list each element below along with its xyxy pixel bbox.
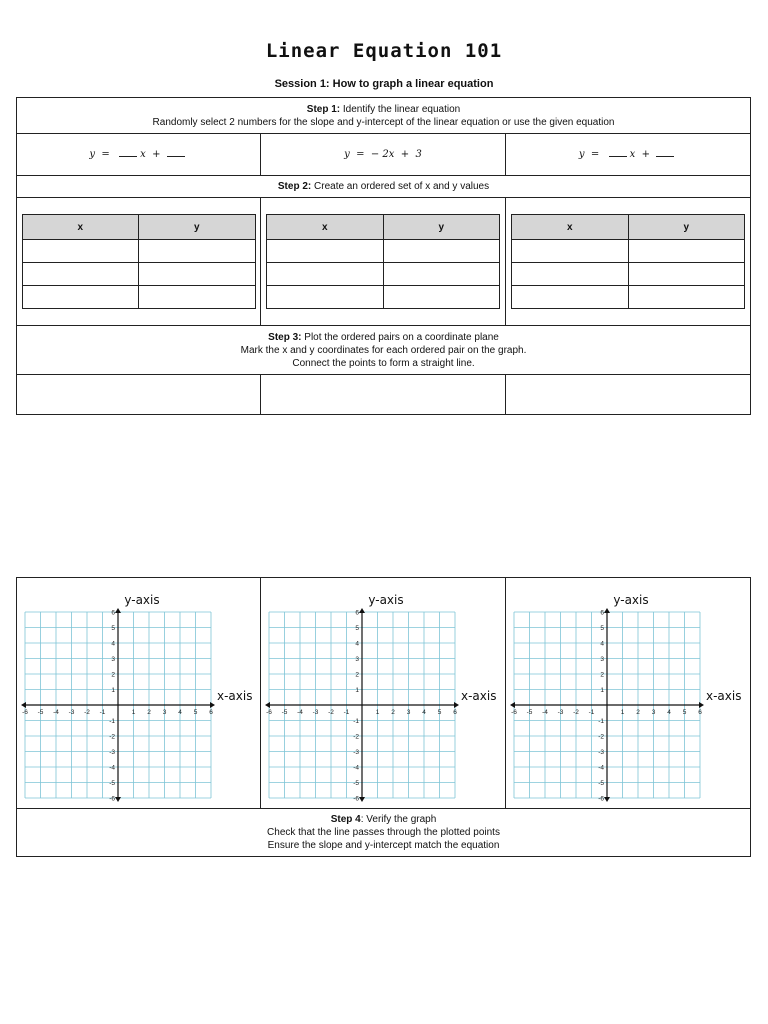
- y-tick-label: -4: [108, 764, 115, 772]
- y-tick-label: 6: [110, 609, 115, 617]
- x-tick-label: -5: [526, 709, 533, 716]
- x-tick-label: 1: [131, 709, 135, 716]
- coordinate-plane[interactable]: [263, 582, 503, 804]
- y-tick-label: -4: [353, 764, 359, 772]
- xy-input-cell[interactable]: [139, 263, 256, 286]
- x-tick-label: 5: [193, 709, 197, 716]
- xy-input-cell[interactable]: [512, 263, 629, 286]
- x-axis-label: x-axis: [461, 689, 497, 703]
- x-tick-label: -4: [542, 709, 548, 716]
- y-tick-label: 5: [600, 625, 604, 632]
- x-tick-label: -5: [281, 709, 288, 716]
- y-tick-label: 4: [600, 640, 604, 648]
- x-tick-label: -2: [83, 709, 90, 716]
- step1-instructions: [17, 98, 751, 134]
- xy-table: [266, 214, 500, 309]
- x-tick-label: -2: [328, 709, 334, 716]
- x-tick-label: 5: [437, 709, 442, 716]
- xy-input-cell[interactable]: [22, 240, 139, 263]
- y-tick-label: 4: [355, 640, 359, 648]
- equation-3: y = x +: [579, 149, 677, 160]
- step2-label: Step 2:: [277, 181, 312, 192]
- session-text: How to graph a linear equation: [332, 78, 494, 90]
- y-axis-label: y-axis: [368, 593, 404, 607]
- step3-line2: Mark the x and y coordinates for each ordered pair on the graph.: [240, 344, 527, 356]
- y-tick-label: -6: [108, 795, 115, 803]
- worksheet-table-bottom: [16, 577, 751, 857]
- col-x-header: x: [512, 215, 629, 240]
- y-tick-label: -3: [598, 749, 604, 756]
- x-tick-label: -6: [21, 709, 28, 716]
- xy-table-cell-2: [261, 198, 506, 326]
- col-y-header: y: [383, 215, 500, 240]
- x-tick-label: 1: [375, 709, 380, 716]
- x-tick-label: -3: [312, 709, 319, 716]
- y-tick-label: 1: [355, 687, 359, 694]
- arrow-up-icon: [604, 608, 610, 613]
- y-tick-label: 1: [110, 687, 115, 694]
- col-y-header: y: [628, 215, 745, 240]
- xy-input-cell[interactable]: [267, 263, 384, 286]
- step1-line2: Randomly select 2 numbers for the slope and y-intercept of the linear equation or use the given equation: [152, 116, 615, 128]
- arrow-down-icon: [359, 797, 365, 802]
- arrow-up-icon: [115, 608, 121, 613]
- x-tick-label: -1: [99, 709, 105, 716]
- step4-line3: Ensure the slope and y-intercept match the equation: [267, 840, 500, 851]
- x-tick-label: 2: [146, 709, 151, 716]
- slope-blank[interactable]: [609, 152, 627, 157]
- xy-table: [511, 214, 745, 309]
- x-tick-label: 4: [177, 709, 182, 716]
- step4-instructions: [17, 809, 751, 857]
- col-y-header: y: [139, 215, 256, 240]
- arrow-left-icon: [265, 702, 270, 708]
- x-tick-label: 5: [682, 709, 687, 716]
- col-x-header: x: [267, 215, 384, 240]
- session-label: Session 1:: [274, 78, 330, 90]
- y-tick-label: -4: [598, 764, 604, 772]
- xy-table-cell-1: [17, 198, 261, 326]
- x-axis-label: x-axis: [706, 689, 742, 703]
- graph-cell-1: [17, 578, 261, 809]
- y-tick-label: -6: [598, 795, 604, 803]
- y-tick-label: 3: [110, 656, 115, 663]
- step3-text: Plot the ordered pairs on a coordinate plane: [304, 331, 499, 343]
- arrow-left-icon: [510, 702, 515, 708]
- x-tick-label: 4: [667, 709, 671, 716]
- xy-input-cell[interactable]: [139, 240, 256, 263]
- xy-input-cell[interactable]: [267, 240, 384, 263]
- x-tick-label: -1: [343, 709, 350, 716]
- col-x-header: x: [22, 215, 139, 240]
- y-tick-label: 2: [355, 671, 359, 679]
- arrow-down-icon: [604, 797, 610, 802]
- x-tick-label: -3: [557, 709, 564, 716]
- equation-cell-3: [506, 134, 751, 176]
- y-axis-label: y-axis: [123, 593, 160, 607]
- intercept-blank[interactable]: [656, 152, 674, 157]
- y-tick-label: -1: [353, 718, 359, 725]
- x-tick-label: 3: [406, 709, 411, 716]
- coordinate-plane[interactable]: [19, 582, 259, 804]
- xy-input-cell[interactable]: [628, 240, 745, 263]
- x-tick-label: -4: [52, 709, 59, 716]
- empty-cell-2[interactable]: [261, 375, 506, 415]
- step2-text: Create an ordered set of x and y values: [314, 181, 490, 192]
- page-title: Linear Equation 101: [265, 40, 503, 62]
- arrow-right-icon: [210, 702, 215, 708]
- xy-input-cell[interactable]: [628, 263, 745, 286]
- y-tick-label: 6: [355, 609, 359, 617]
- y-tick-label: -1: [108, 718, 115, 725]
- empty-cell-1[interactable]: [17, 375, 261, 415]
- x-tick-label: 6: [208, 709, 213, 716]
- x-tick-label: 3: [162, 709, 166, 716]
- x-tick-label: -6: [266, 709, 272, 716]
- xy-input-cell[interactable]: [267, 286, 384, 309]
- y-tick-label: 4: [110, 640, 115, 648]
- xy-input-cell[interactable]: [22, 286, 139, 309]
- x-tick-label: -5: [37, 709, 43, 716]
- step2-instructions: [17, 176, 751, 198]
- arrow-up-icon: [359, 608, 365, 613]
- arrow-left-icon: [21, 702, 26, 708]
- step3-line3: Connect the points to form a straight line.: [292, 357, 475, 369]
- arrow-right-icon: [454, 702, 459, 708]
- slope-blank[interactable]: [119, 152, 137, 157]
- graph-cell-3: [506, 578, 751, 809]
- equation-2: y = − 2x + 3: [344, 149, 422, 160]
- x-tick-label: 4: [422, 709, 426, 716]
- x-tick-label: 3: [651, 709, 656, 716]
- step1-text: Identify the linear equation: [342, 103, 461, 115]
- equation-1: y = x +: [89, 149, 187, 160]
- equation-cell-1: [17, 134, 261, 176]
- y-tick-label: -2: [108, 733, 115, 741]
- step1-label: Step 1:: [306, 103, 341, 115]
- empty-cell-3[interactable]: [506, 375, 751, 415]
- step4-line2: Check that the line passes through the plotted points: [267, 827, 500, 838]
- equation-cell-2: [261, 134, 506, 176]
- step3-label: Step 3:: [268, 331, 302, 343]
- xy-input-cell[interactable]: [383, 286, 500, 309]
- graph-cell-2: [261, 578, 506, 809]
- xy-input-cell[interactable]: [383, 240, 500, 263]
- y-tick-label: 5: [110, 625, 115, 632]
- x-tick-label: 6: [698, 709, 702, 716]
- xy-input-cell[interactable]: [139, 286, 256, 309]
- step4-text: : Verify the graph: [360, 814, 437, 825]
- y-tick-label: -1: [598, 718, 604, 725]
- step4-label: Step 4: [330, 814, 361, 825]
- y-tick-label: -5: [108, 780, 115, 787]
- coordinate-plane[interactable]: [508, 582, 748, 804]
- x-tick-label: 2: [636, 709, 640, 716]
- xy-input-cell[interactable]: [22, 263, 139, 286]
- x-tick-label: -1: [588, 709, 595, 716]
- y-tick-label: 2: [600, 671, 604, 679]
- xy-table-cell-3: [506, 198, 751, 326]
- x-tick-label: 1: [620, 709, 625, 716]
- x-tick-label: -2: [573, 709, 579, 716]
- intercept-blank[interactable]: [167, 152, 185, 157]
- xy-table: [22, 214, 256, 309]
- step3-instructions: [17, 326, 751, 375]
- y-tick-label: -5: [353, 780, 359, 787]
- y-tick-label: -3: [108, 749, 115, 756]
- arrow-down-icon: [115, 797, 121, 802]
- xy-input-cell[interactable]: [512, 240, 629, 263]
- y-tick-label: 2: [110, 671, 115, 679]
- y-tick-label: -2: [353, 733, 359, 741]
- worksheet-table-top: [16, 97, 751, 415]
- y-tick-label: -6: [353, 795, 359, 803]
- y-tick-label: 5: [355, 625, 359, 632]
- session-subtitle: [0, 78, 768, 90]
- y-tick-label: 3: [355, 656, 359, 663]
- x-tick-label: 2: [391, 709, 395, 716]
- x-tick-label: 6: [453, 709, 457, 716]
- xy-input-cell[interactable]: [383, 263, 500, 286]
- y-tick-label: -2: [598, 733, 604, 741]
- y-axis-label: y-axis: [613, 593, 649, 607]
- xy-input-cell[interactable]: [628, 286, 745, 309]
- y-tick-label: 3: [600, 656, 604, 663]
- x-tick-label: -4: [297, 709, 303, 716]
- x-tick-label: -3: [68, 709, 74, 716]
- xy-input-cell[interactable]: [512, 286, 629, 309]
- y-tick-label: -5: [598, 780, 604, 787]
- arrow-right-icon: [699, 702, 704, 708]
- y-tick-label: 1: [600, 687, 604, 694]
- y-tick-label: -3: [353, 749, 359, 756]
- x-tick-label: -6: [511, 709, 517, 716]
- x-axis-label: x-axis: [216, 689, 252, 703]
- y-tick-label: 6: [600, 609, 604, 617]
